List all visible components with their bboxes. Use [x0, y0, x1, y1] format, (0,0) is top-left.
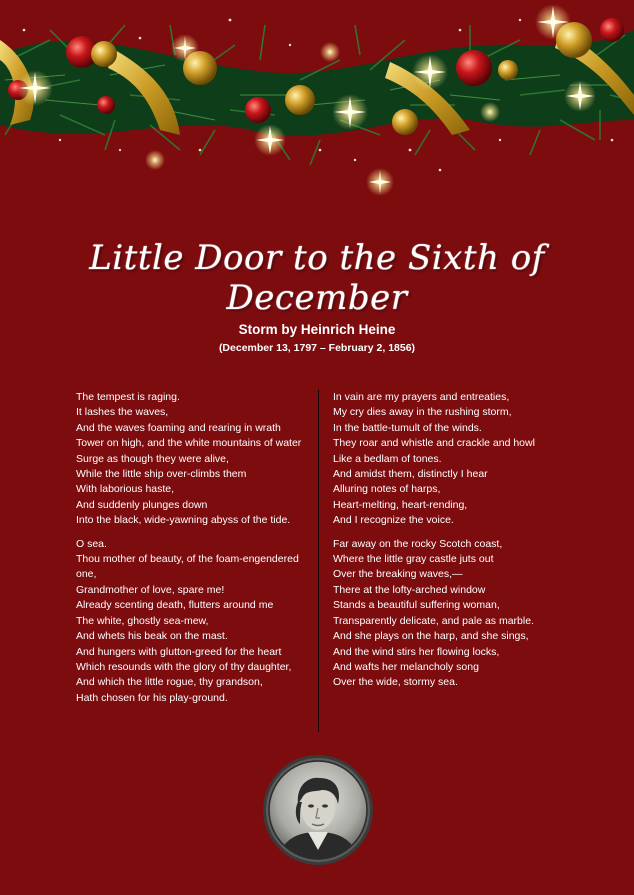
poem-line: Like a bedlam of tones.: [333, 452, 442, 465]
poem-line: Already scenting death, flutters around me: [76, 599, 274, 612]
poem-line: And suddenly plunges down: [76, 498, 208, 511]
poem-line: And whets his beak on the mast.: [76, 630, 228, 643]
poem-line: In the battle-tumult of the winds.: [333, 421, 482, 434]
poet-dates: (December 13, 1797 – February 2, 1856): [218, 342, 416, 354]
poem-line: And the wind stirs her flowing locks,: [333, 645, 500, 658]
poem-line: Far away on the rocky Scotch coast,: [333, 537, 503, 550]
page-title: Little Door to the Sixth of December: [89, 238, 545, 318]
poem-line: In vain are my prayers and entreaties,: [333, 391, 510, 403]
poem-line: While the little ship over-climbs them: [76, 468, 247, 481]
christmas-garland-icon: [0, 0, 634, 200]
column-divider: [318, 390, 319, 732]
poem-line: And she plays on the harp, and she sings,: [333, 630, 529, 643]
stanza: [333, 537, 563, 691]
poem-line: Where the little gray castle juts out: [333, 553, 494, 566]
poem-line: Into the black, wide-yawning abyss of the tide.: [76, 514, 291, 527]
poem-line: Over the breaking waves,—: [333, 568, 463, 581]
poem-line: Thou mother of beauty, of the foam-engendered one,: [76, 553, 299, 581]
poem-line: Surge as though they were alive,: [76, 452, 229, 465]
poem-line: Grandmother of love, spare me!: [76, 583, 225, 596]
poem-line: And amidst them, distinctly I hear: [333, 468, 488, 481]
poem-line: And hungers with glutton-greed for the heart: [76, 645, 282, 658]
poem-line: Alluring notes of harps,: [333, 483, 441, 496]
poem-line: And which the little rogue, thy grandson,: [76, 676, 263, 689]
poem-line: And I recognize the voice.: [333, 514, 454, 527]
poem-line: It lashes the waves,: [76, 406, 169, 419]
poem-line: And the waves foaming and rearing in wrath: [76, 421, 281, 434]
poem-line: The tempest is raging.: [76, 391, 180, 403]
poem-line: The white, ghostly sea-mew,: [76, 614, 209, 627]
poem-title: Storm by Heinrich Heine: [238, 322, 396, 337]
poem-column-left: [76, 390, 306, 714]
poem-line: With laborious haste,: [76, 483, 175, 496]
poem-line: And wafts her melancholy song: [333, 660, 479, 673]
poem-line: They roar and whistle and crackle and howl: [333, 437, 535, 450]
poem-line: Transparently delicate, and pale as marble.: [333, 614, 534, 627]
poem-line: Heart-melting, heart-rending,: [333, 498, 468, 511]
poem-line: Stands a beautiful suffering woman,: [333, 599, 500, 612]
poem-line: There at the lofty-arched window: [333, 583, 486, 596]
stanza: [333, 390, 563, 529]
stanza: [76, 537, 306, 706]
poem-line: My cry dies away in the rushing storm,: [333, 406, 512, 419]
poem-line: Over the wide, stormy sea.: [333, 676, 458, 689]
poem-line: O sea.: [76, 537, 107, 550]
poem-line: Tower on high, and the white mountains of water: [76, 437, 302, 450]
poem-line: Hath chosen for his play-ground.: [76, 691, 228, 704]
poem-column-right: [333, 390, 563, 699]
poet-portrait-icon: [262, 754, 374, 866]
poem-line: Which resounds with the glory of thy daughter,: [76, 660, 292, 673]
stanza: [76, 390, 306, 529]
